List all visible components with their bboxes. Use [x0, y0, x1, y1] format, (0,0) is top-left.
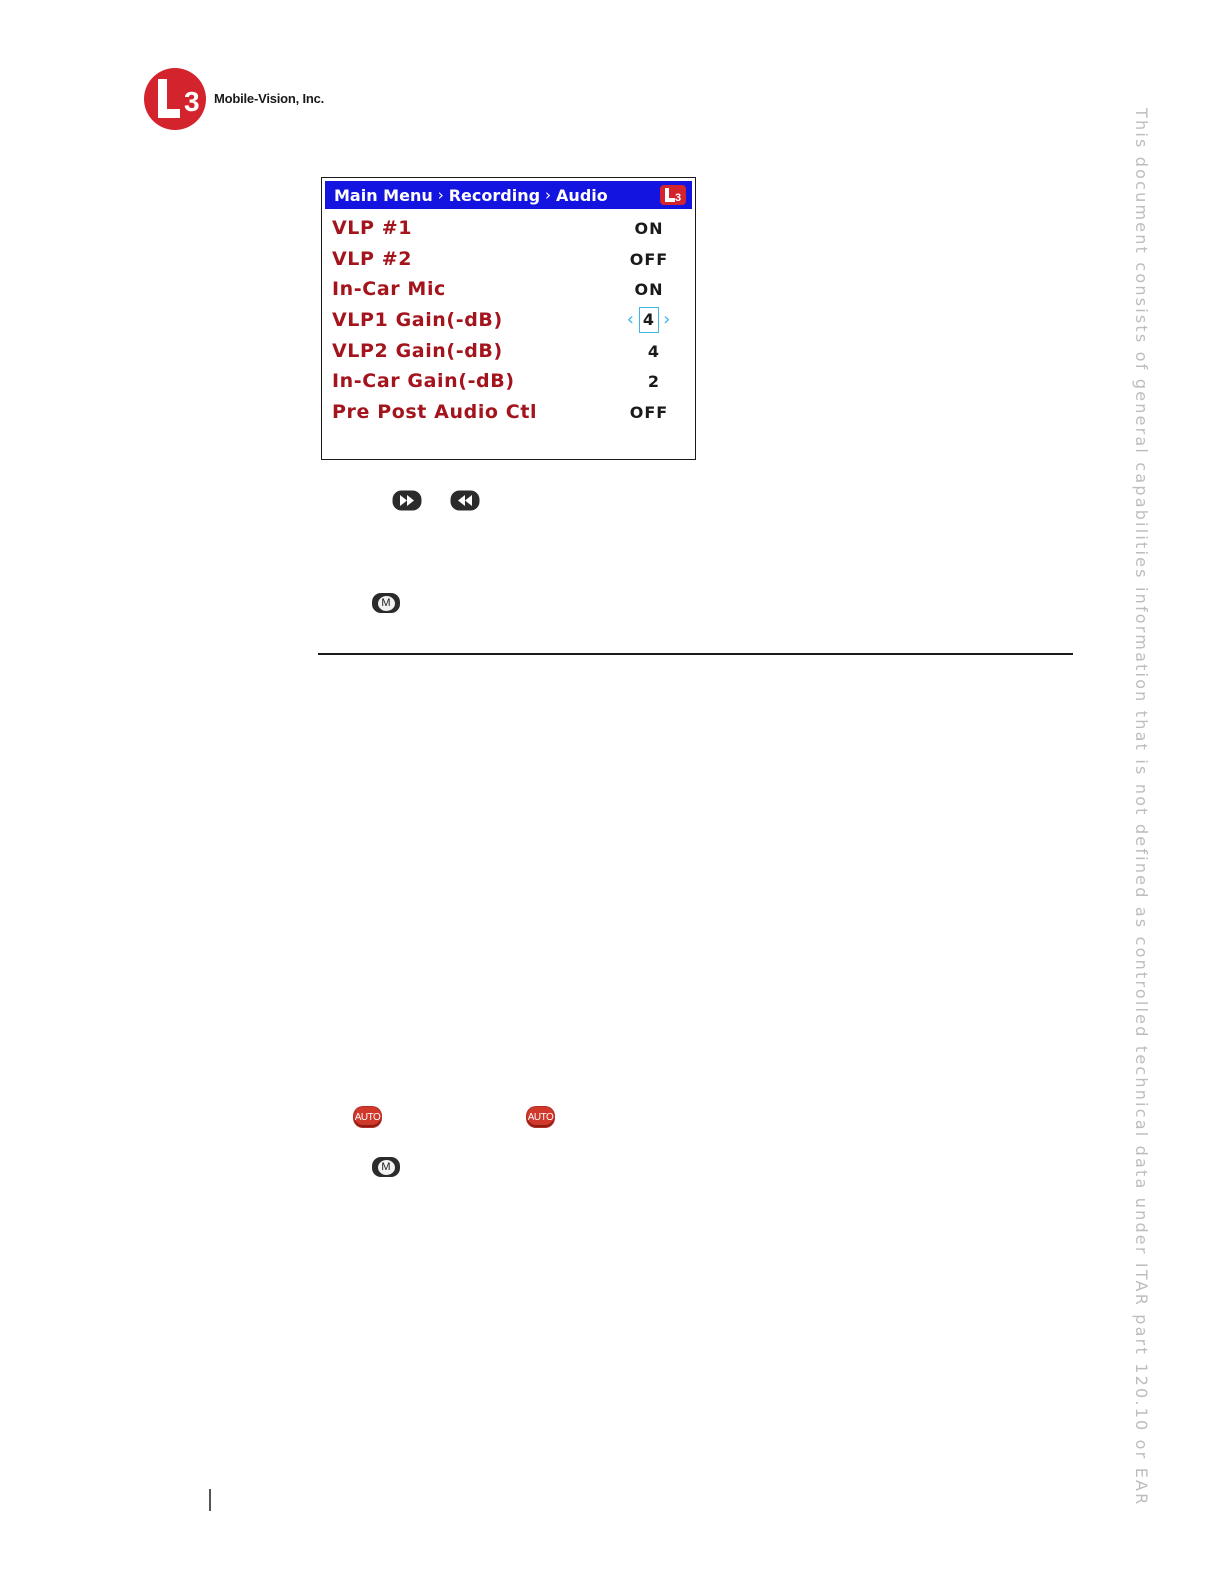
breadcrumb-audio: Audio [556, 185, 608, 205]
auto-button-icon: AUTO [527, 1107, 554, 1127]
menu-row-in-car-mic[interactable] [332, 274, 687, 304]
gain-selector[interactable] [614, 307, 684, 333]
menu-row-label: VLP #2 [332, 248, 413, 270]
menu-row-value: OFF [629, 402, 669, 422]
menu-row-pre-post-audio[interactable] [332, 397, 687, 427]
svg-text:3: 3 [675, 192, 682, 204]
menu-button-icon [372, 593, 400, 613]
menu-row-label: In-Car Mic [332, 278, 446, 300]
section-divider [318, 653, 1073, 655]
itar-watermark: This document consists of general capabilities information that is not defined as controlled technical data under ITAR part 120.10 or EAR [1132, 108, 1151, 1507]
l3-mini-logo-icon [660, 185, 686, 205]
breadcrumb-recording: Recording [448, 185, 541, 205]
audio-settings-screen [321, 177, 696, 460]
menu-row-vlp2-gain[interactable] [332, 336, 687, 366]
svg-text:3: 3 [184, 86, 200, 117]
breadcrumb-main-menu: Main Menu [334, 185, 433, 205]
company-name: Mobile-Vision, Inc. [214, 91, 325, 106]
breadcrumb-separator-icon: › [545, 186, 552, 204]
menu-row-value: ON [634, 279, 664, 299]
company-logo [142, 67, 342, 131]
menu-row-label: VLP #1 [332, 217, 413, 239]
breadcrumb-separator-icon: › [437, 186, 444, 204]
menu-button-icon [372, 1157, 400, 1177]
menu-button-letter: M [378, 1160, 395, 1175]
menu-row-vlp1-gain[interactable] [332, 305, 687, 335]
selected-value: 4 [639, 307, 659, 333]
screen-titlebar [325, 181, 692, 209]
menu-row-label: VLP1 Gain(-dB) [332, 309, 503, 331]
fast-forward-icon [392, 490, 422, 511]
menu-row-value: 2 [647, 371, 661, 391]
page-number-bar [209, 1489, 211, 1511]
menu-row-value: OFF [629, 249, 669, 269]
menu-row-in-car-gain[interactable] [332, 366, 687, 396]
chevron-right-icon[interactable]: › [663, 309, 672, 330]
menu-row-vlp1[interactable] [332, 213, 687, 243]
rewind-icon [450, 490, 480, 511]
menu-row-value: ON [634, 218, 664, 238]
chevron-left-icon[interactable]: ‹ [626, 309, 635, 330]
menu-row-label: In-Car Gain(-dB) [332, 370, 515, 392]
menu-row-label: Pre Post Audio Ctl [332, 401, 538, 423]
menu-row-vlp2[interactable] [332, 244, 687, 274]
menu-row-value: 4 [647, 341, 661, 361]
menu-button-letter: M [378, 596, 395, 611]
l3-logo-icon [142, 67, 212, 131]
auto-button-icon: AUTO [354, 1107, 381, 1127]
menu-row-label: VLP2 Gain(-dB) [332, 340, 503, 362]
